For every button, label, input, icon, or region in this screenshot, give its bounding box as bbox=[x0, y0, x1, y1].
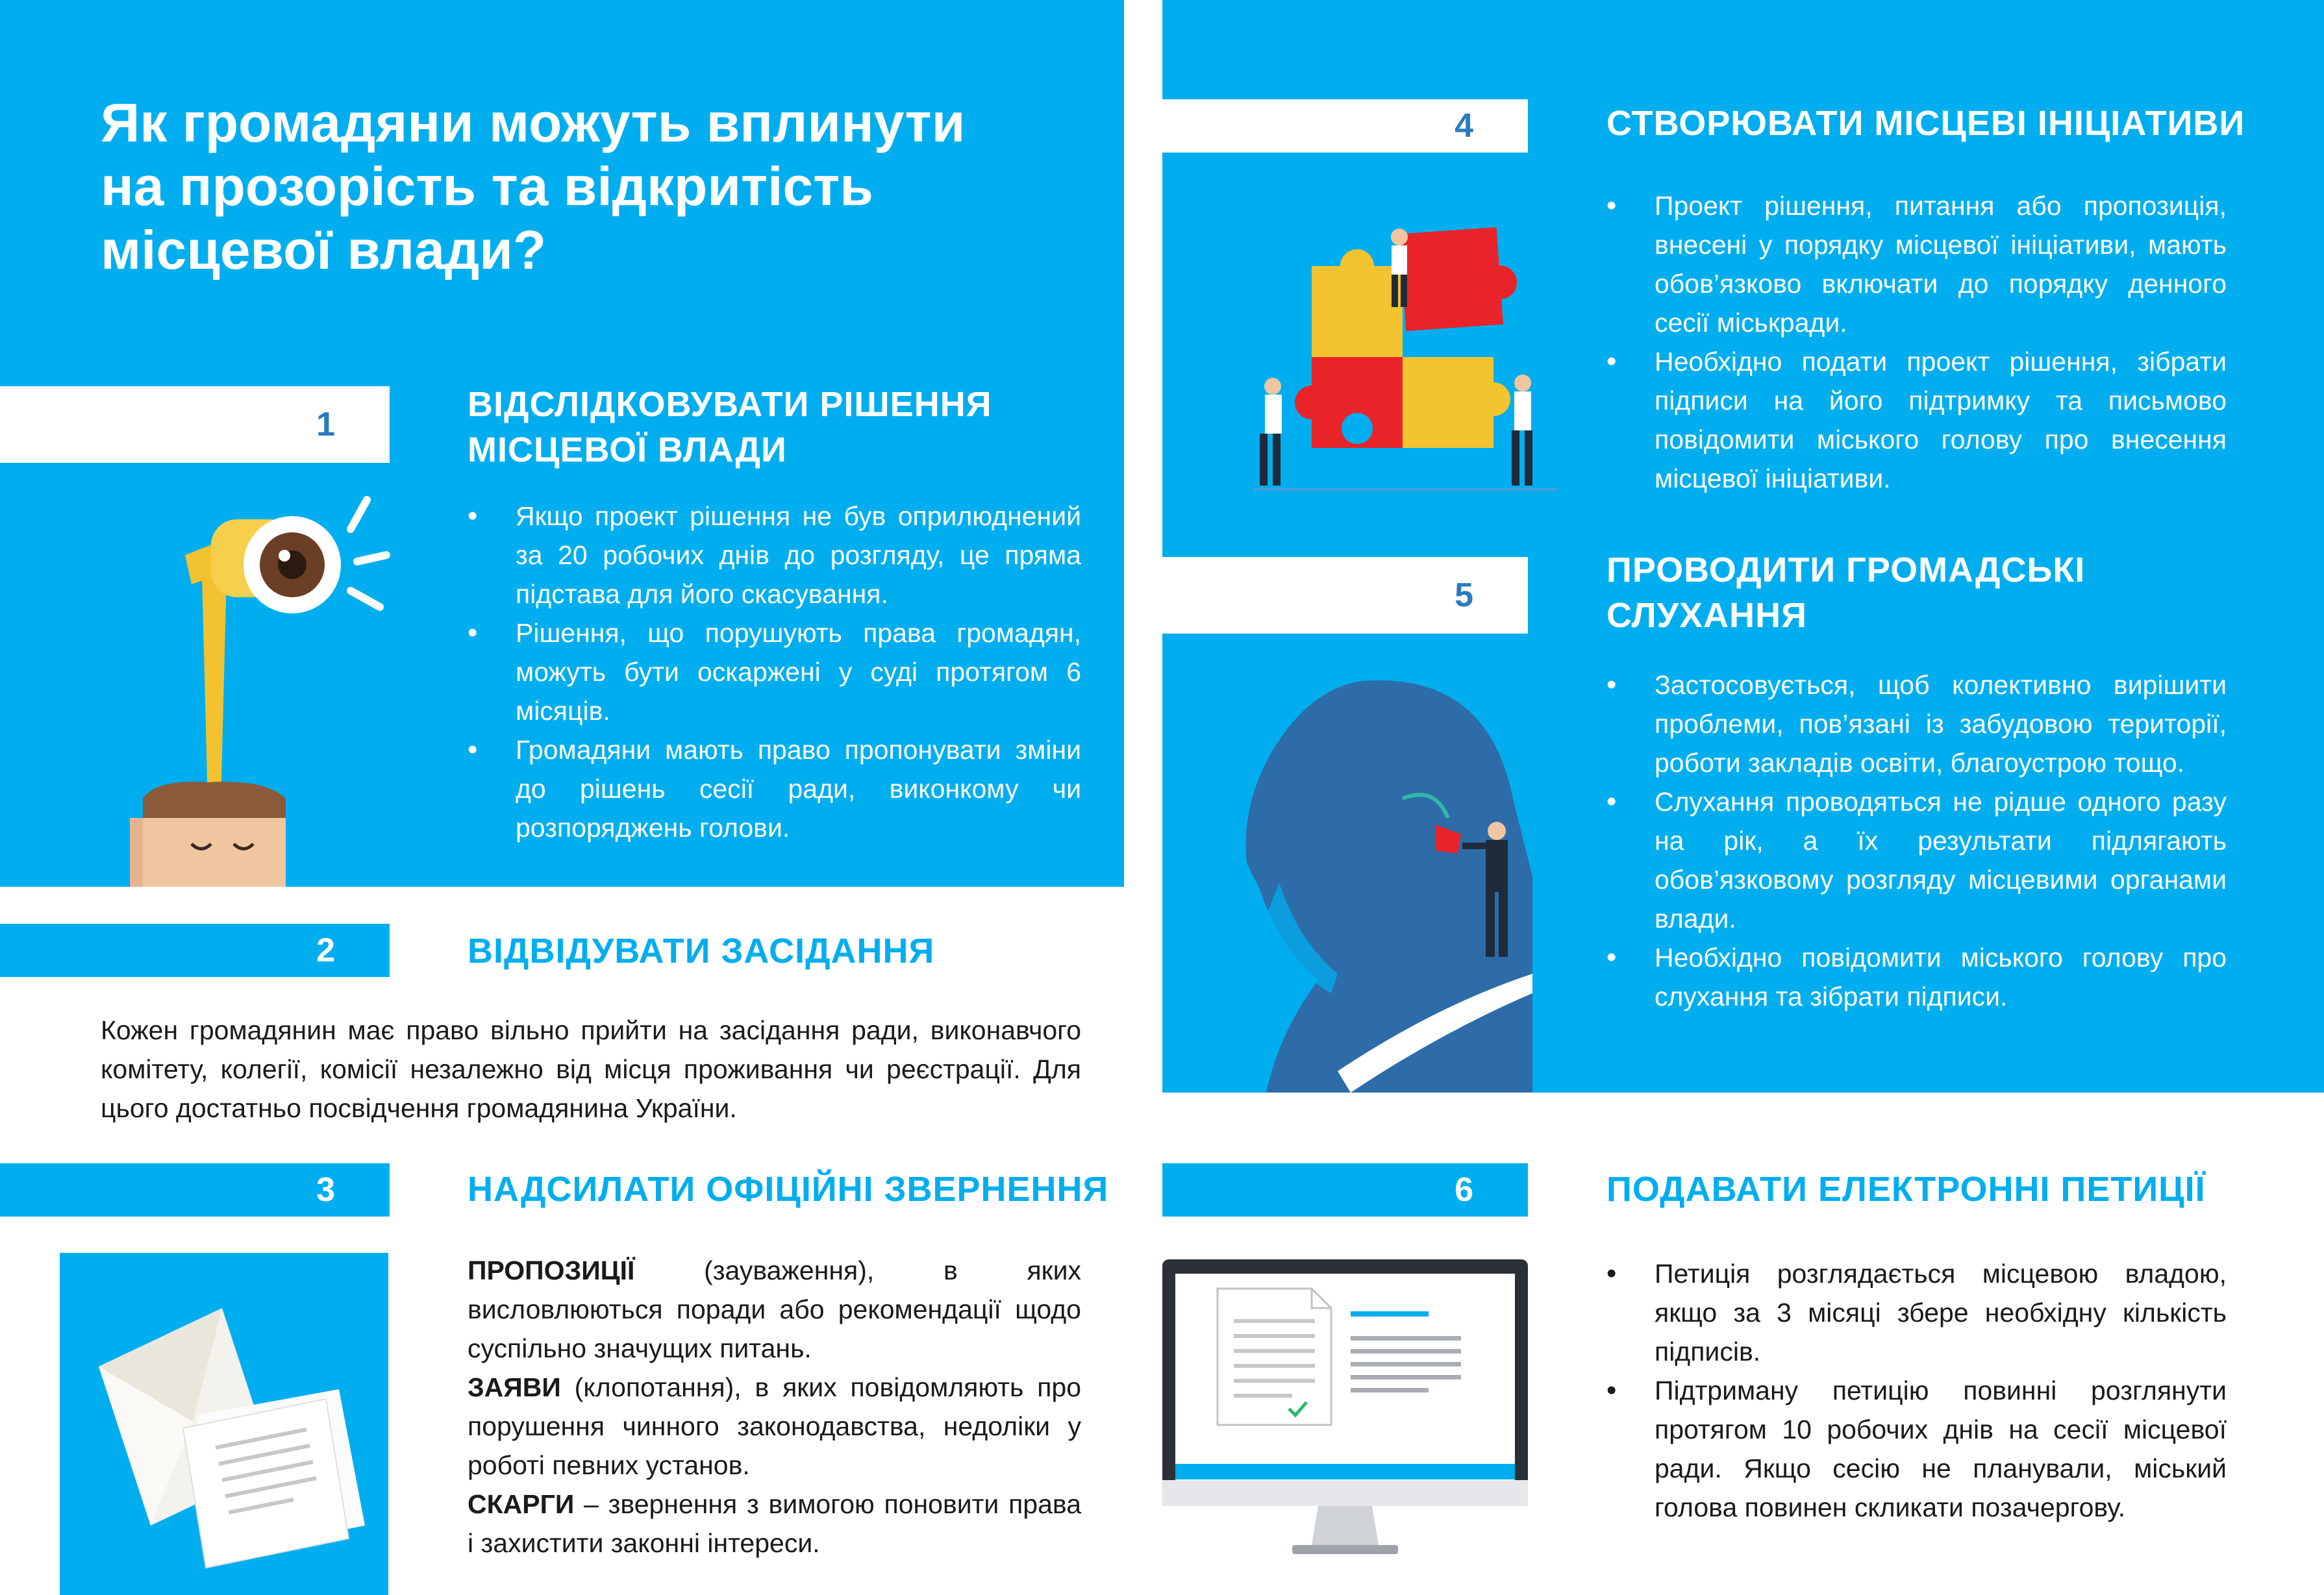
section-4-bullets bbox=[1606, 186, 2227, 498]
section-1-bullet: • Якщо проект рішення не був оприлюднений за 20 робочих днів до розгляду, це пряма підстава для його скасування. bbox=[468, 497, 1081, 613]
section-1-number: 1 bbox=[0, 386, 390, 463]
envelope-documents-illustration bbox=[60, 1253, 388, 1595]
section-2-number: 2 bbox=[0, 924, 390, 977]
section-1-heading-line1: ВІДСЛІДКОВУВАТИ РІШЕННЯ bbox=[468, 385, 992, 424]
section-3-heading: НАДСИЛАТИ ОФІЦІЙНІ ЗВЕРНЕННЯ bbox=[468, 1170, 1109, 1209]
complaints-paragraph bbox=[468, 1485, 1081, 1563]
section-5-heading-line2: СЛУХАННЯ bbox=[1606, 596, 1807, 635]
section-1-bullets bbox=[468, 497, 1081, 847]
section-6-bullet: • Підтриману петицію повинні розглянути протягом 10 робочих днів на сесії місцевої ради. Якщо сесію не планували, міський голова повинен скликати позачергову. bbox=[1606, 1371, 2227, 1527]
document-icon bbox=[183, 1389, 365, 1568]
section-1-bullet: • Громадяни мають право пропонувати зміни до рішень сесії ради, виконкому чи розпоряджень голови. bbox=[468, 730, 1081, 847]
section-4-bullet: • Проект рішення, питання або пропозиція, внесені у порядку місцевої ініціативи, мають обов’язково включати до порядку денного сесії міськради. bbox=[1606, 186, 2227, 342]
section-6-number: 6 bbox=[1162, 1163, 1528, 1217]
document-icon bbox=[1218, 1289, 1331, 1425]
periscope-head-illustration bbox=[130, 493, 403, 887]
statements-text: (клопотання), в яких повідомляють про порушення чинного законодавства, недоліки у роботі певних установ. bbox=[468, 1372, 1081, 1480]
page-title-line2: на прозорість та відкритість bbox=[101, 156, 873, 217]
section-5-heading-line1: ПРОВОДИТИ ГРОМАДСЬКІ bbox=[1606, 550, 2086, 589]
computer-monitor-illustration bbox=[1162, 1259, 1528, 1556]
page-title bbox=[101, 91, 1075, 282]
section-6-bullets bbox=[1606, 1254, 2227, 1527]
head-icon bbox=[130, 782, 286, 887]
section-4-bullet: • Необхідно подати проект рішення, зібрати підписи на його підтримку та письмово повідомити міського голову про внесення місцевої ініціативи. bbox=[1606, 342, 2227, 498]
complaints-label: СКАРГИ bbox=[468, 1489, 575, 1519]
section-6-bullet: • Петиція розглядається місцевою владою, якщо за 3 місяці збере необхідну кількість підписів. bbox=[1606, 1254, 2227, 1371]
periscope-icon bbox=[185, 516, 341, 805]
listening-head-illustration bbox=[1240, 669, 1532, 1093]
section-4-heading: СТВОРЮВАТИ МІСЦЕВІ ІНІЦІАТИВИ bbox=[1606, 104, 2245, 143]
puzzle-team-illustration bbox=[1234, 221, 1571, 506]
section-5-number: 5 bbox=[1162, 557, 1528, 634]
section-2-body: Кожен громадянин має право вільно прийти на засідання ради, виконавчого комітету, колегії, комісії незалежно від місця проживання чи реєстрації. Для цього достатньо посвідчення громадянина України. bbox=[101, 1015, 1081, 1123]
section-2-heading: ВІДВІДУВАТИ ЗАСІДАННЯ bbox=[468, 932, 935, 971]
page-title-line3: місцевої влади? bbox=[101, 219, 547, 280]
section-5-bullet: • Необхідно повідомити міського голову про слухання та зібрати підписи. bbox=[1606, 938, 2227, 1016]
alert-lines-icon bbox=[351, 500, 386, 607]
page-title-line1: Як громадяни можуть вплинути bbox=[101, 92, 966, 153]
section-5-heading bbox=[1606, 547, 2256, 638]
complaints-text: – звернення з вимогою поновити права і захистити законні інтереси. bbox=[468, 1489, 1081, 1558]
section-3-body bbox=[468, 1251, 1081, 1563]
section-1-bullet: • Рішення, що порушують права громадян, можуть бути оскаржені у суді протягом 6 місяців. bbox=[468, 613, 1081, 730]
section-4-number: 4 bbox=[1162, 99, 1528, 153]
proposals-text: (зауваження), в яких висловлюються поради або рекомендації щодо суспільно значущих питань. bbox=[468, 1255, 1081, 1363]
statements-paragraph bbox=[468, 1368, 1081, 1485]
section-5-bullets bbox=[1606, 665, 2227, 1016]
section-5-bullet: • Застосовується, щоб колективно вирішити проблеми, пов’язані із забудовою території, роботи закладів освіти, благоустрою тощо. bbox=[1606, 665, 2227, 782]
section-1-heading bbox=[468, 382, 1117, 473]
section-1-heading-line2: МІСЦЕВОЇ ВЛАДИ bbox=[468, 430, 787, 469]
section-6-heading: ПОДАВАТИ ЕЛЕКТРОННІ ПЕТИЦІЇ bbox=[1606, 1170, 2206, 1209]
section-5-bullet: • Слухання проводяться не рідше одного разу на рік, а їх результати підлягають обов’язковому розгляду місцевими органами влади. bbox=[1606, 782, 2227, 938]
proposals-label: ПРОПОЗИЦІЇ bbox=[468, 1255, 635, 1285]
statements-label: ЗАЯВИ bbox=[468, 1372, 561, 1402]
proposals-paragraph bbox=[468, 1251, 1081, 1368]
section-3-number: 3 bbox=[0, 1163, 390, 1217]
